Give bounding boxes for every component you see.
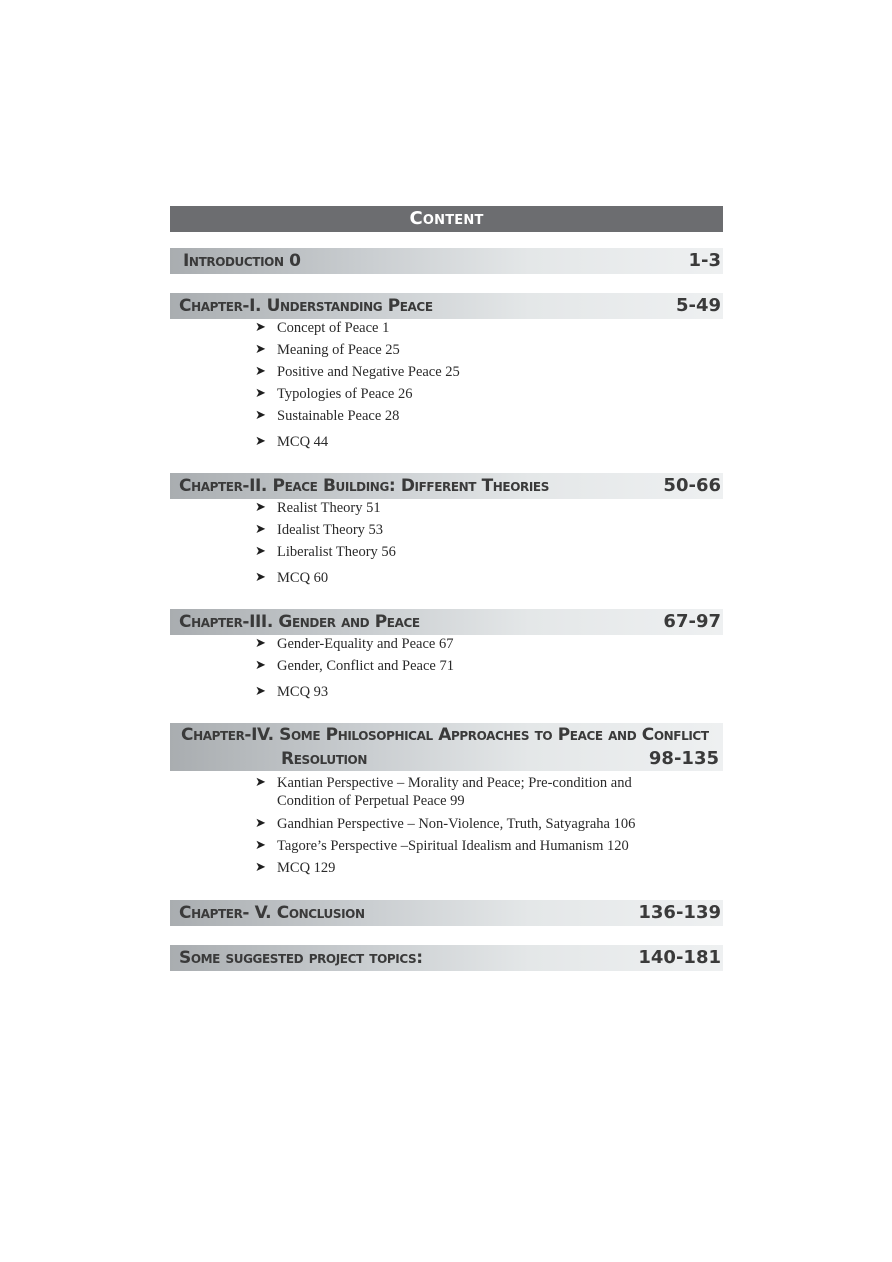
list-item[interactable] (255, 361, 723, 383)
section-chapter-1[interactable] (170, 293, 723, 319)
arrowhead-bullet-icon: ➤ (255, 320, 266, 335)
topic-text: Realist Theory 51 (277, 500, 381, 516)
section-pages: 1-3 (688, 250, 721, 271)
arrowhead-bullet-icon: ➤ (255, 570, 266, 585)
topic-text: MCQ 44 (277, 434, 329, 450)
list-item[interactable] (255, 541, 723, 563)
arrowhead-bullet-icon: ➤ (255, 408, 266, 423)
list-item[interactable] (255, 317, 723, 339)
arrowhead-bullet-icon: ➤ (255, 544, 266, 559)
topic-text: Meaning of Peace 25 (277, 342, 400, 358)
topic-text: Gender-Equality and Peace 67 (277, 636, 454, 652)
list-item[interactable] (255, 857, 723, 879)
arrowhead-bullet-icon: ➤ (255, 816, 266, 831)
list-item[interactable] (255, 813, 723, 835)
section-title: Chapter-IV. Some Philosophical Approaches to Peace and Conflict (181, 725, 709, 745)
list-item[interactable] (255, 633, 723, 655)
topic-text: Liberalist Theory 56 (277, 544, 396, 560)
topic-text: Sustainable Peace 28 (277, 408, 400, 424)
chapter-3-topics (170, 633, 723, 703)
arrowhead-bullet-icon: ➤ (255, 500, 266, 515)
section-pages: 67-97 (663, 611, 721, 632)
section-pages: 140-181 (638, 947, 721, 968)
section-chapter-4[interactable] (170, 723, 723, 771)
list-item[interactable] (255, 431, 723, 453)
arrowhead-bullet-icon: ➤ (255, 386, 266, 401)
section-chapter-2[interactable] (170, 473, 723, 499)
arrowhead-bullet-icon: ➤ (255, 522, 266, 537)
arrowhead-bullet-icon: ➤ (255, 636, 266, 651)
chapter-2-topics (170, 497, 723, 589)
table-of-contents (170, 206, 723, 971)
arrowhead-bullet-icon: ➤ (255, 364, 266, 379)
topic-text: Gandhian Perspective – Non-Violence, Truth, Satyagraha 106 (277, 816, 636, 832)
section-project-topics[interactable] (170, 945, 723, 971)
section-pages: 5-49 (675, 295, 721, 316)
list-item[interactable] (255, 655, 723, 677)
list-item[interactable] (255, 383, 723, 405)
list-item[interactable] (255, 405, 723, 427)
topic-text: Kantian Perspective – Morality and Peace; Pre-condition and Condition of Perpetual Peace 99 (277, 775, 632, 809)
topic-text: Tagore’s Perspective –Spiritual Idealism and Humanism 120 (277, 838, 629, 854)
topic-text: MCQ 93 (277, 684, 329, 700)
section-pages: 136-139 (638, 902, 721, 923)
section-title: Some suggested project topics: (179, 948, 423, 968)
content-title: Content (170, 206, 723, 232)
chapter-1-topics (170, 317, 723, 453)
section-pages: 50-66 (663, 475, 721, 496)
topic-text: MCQ 60 (277, 570, 329, 586)
section-pages: 98-135 (648, 748, 719, 769)
section-introduction[interactable] (170, 248, 723, 274)
topic-text: Gender, Conflict and Peace 71 (277, 658, 454, 674)
section-title: Chapter-III. Gender and Peace (179, 612, 420, 632)
topic-text: Positive and Negative Peace 25 (277, 364, 460, 380)
list-item[interactable] (255, 497, 723, 519)
arrowhead-bullet-icon: ➤ (255, 684, 266, 699)
section-title: Chapter-II. Peace Building: Different Theories (179, 476, 549, 496)
arrowhead-bullet-icon: ➤ (255, 434, 266, 449)
list-item[interactable] (255, 771, 677, 813)
section-title-continued: Resolution (281, 749, 367, 769)
topic-text: MCQ 129 (277, 860, 336, 876)
list-item[interactable] (255, 339, 723, 361)
arrowhead-bullet-icon: ➤ (255, 775, 266, 790)
chapter-4-topics (170, 771, 723, 879)
list-item[interactable] (255, 567, 723, 589)
section-title: Chapter- V. Conclusion (179, 903, 365, 923)
topic-text: Idealist Theory 53 (277, 522, 384, 538)
list-item[interactable] (255, 681, 723, 703)
arrowhead-bullet-icon: ➤ (255, 342, 266, 357)
topic-text: Typologies of Peace 26 (277, 386, 413, 402)
section-chapter-5[interactable] (170, 900, 723, 926)
section-title: Introduction 0 (183, 251, 301, 271)
arrowhead-bullet-icon: ➤ (255, 860, 266, 875)
arrowhead-bullet-icon: ➤ (255, 658, 266, 673)
list-item[interactable] (255, 519, 723, 541)
arrowhead-bullet-icon: ➤ (255, 838, 266, 853)
list-item[interactable] (255, 835, 723, 857)
topic-text: Concept of Peace 1 (277, 320, 390, 336)
section-title: Chapter-I. Understanding Peace (179, 296, 433, 316)
section-chapter-3[interactable] (170, 609, 723, 635)
